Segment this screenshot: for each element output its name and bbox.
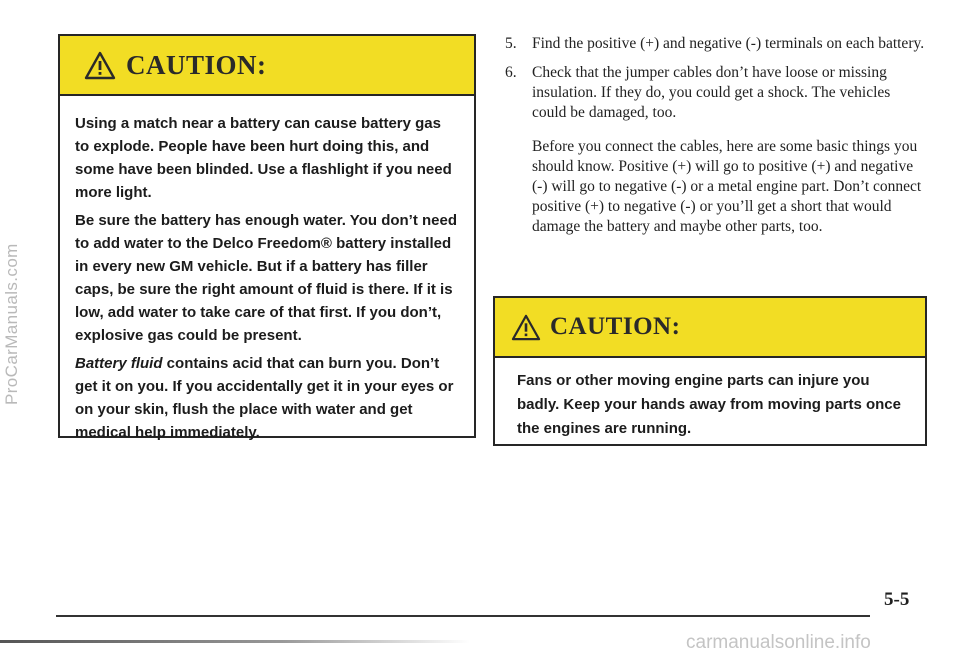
- caution-box-battery: [58, 34, 476, 441]
- emphasis-text: Battery fluid: [75, 355, 163, 372]
- caution-paragraph: [75, 352, 458, 444]
- footer-rule: [56, 615, 870, 617]
- page-number: 5-5: [884, 589, 910, 610]
- warning-triangle-icon: [84, 51, 116, 80]
- caution-paragraph: Be sure the battery has enough water. You don’t need to add water to the Delco Freedom® battery installed in every new GM vehicle. But if a battery has filler caps, be sure the right amount of fluid is there. If it is low, add water to take care of that first. If you don’t, explosive gas could be present.: [75, 212, 458, 344]
- caution-text: [60, 96, 474, 444]
- caution-header: [495, 298, 925, 358]
- caution-paragraph: Using a match near a battery can cause battery gas to explode. People have been hurt doing this, and some have been blinded. Use a flashlight if you need more light.: [75, 115, 452, 201]
- side-watermark: ProCarManuals.com: [2, 243, 21, 405]
- caution-box-fans: [493, 296, 927, 446]
- jump-start-steps: [505, 34, 925, 237]
- caution-header: [60, 36, 474, 96]
- step-note: Before you connect the cables, here are some basic things you should know. Positive (+) will go to positive (+) and negative (-) will go to negative (-) or a metal engine part. Don’t connect positive (+) to negative (-) or you’ll get a short that would damage the battery and maybe other parts, too.: [532, 138, 922, 235]
- caution-paragraph: Fans or other moving engine parts can injure you badly. Keep your hands away from moving parts once the engines are running.: [517, 372, 901, 437]
- bottom-watermark: carmanualsonline.info: [686, 632, 871, 653]
- step-item: [505, 34, 925, 54]
- step-text: Check that the jumper cables don’t have loose or missing insulation. If they do, you could get a shock. The vehicles could be damaged, too.: [532, 64, 891, 121]
- step-number: 6.: [505, 64, 517, 81]
- caution-title: CAUTION:: [550, 313, 681, 340]
- warning-triangle-icon: [511, 314, 541, 341]
- caution-paragraph-rest: contains acid that can burn you. Don’t get it on you. If you accidentally get it in your eyes or on your skin, flush the place with water and get medical help immediately.: [75, 355, 454, 441]
- step-text: Find the positive (+) and negative (-) terminals on each battery.: [532, 35, 925, 52]
- scan-edge-line: [0, 640, 470, 643]
- step-item: [505, 63, 925, 123]
- step-number: 5.: [505, 35, 517, 52]
- caution-text: [495, 358, 925, 441]
- caution-title: CAUTION:: [126, 49, 267, 80]
